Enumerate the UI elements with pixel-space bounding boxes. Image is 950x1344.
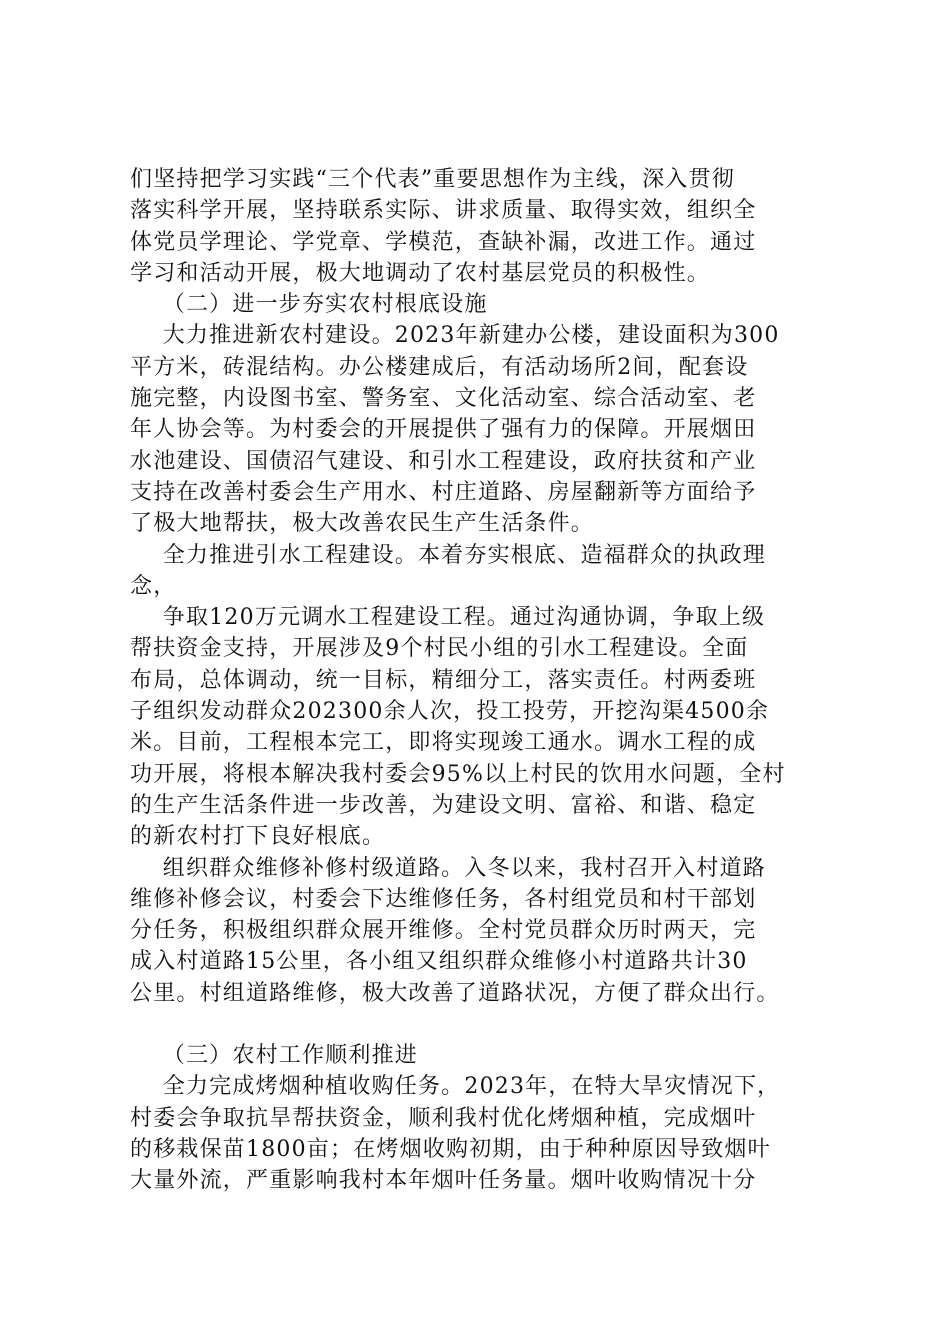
text-line: 大量外流，严重影响我村本年烟叶任务量。烟叶收购情况十分 — [130, 1168, 757, 1194]
text-line: 年人协会等。为村委会的开展提供了强有力的保障。开展烟田 — [130, 417, 757, 443]
text-line: 了极大地帮扶，极大改善农民生产生活条件。 — [130, 511, 595, 537]
text-line: 组织群众维修补修村级道路。入冬以来，我村召开入村道路 — [130, 855, 766, 881]
text-line: 成入村道路15公里，各小组又组织群众维修小村道路共计30 — [130, 949, 748, 975]
text-line: 施完整，内设图书室、警务室、文化活动室、综合活动室、老 — [130, 386, 757, 412]
text-line: 全力完成烤烟种植收购任务。2023年，在特大旱灾情况下， — [130, 1074, 781, 1100]
text-line: 学习和活动开展，极大地调动了农村基层党员的积极性。 — [130, 260, 711, 286]
text-line: 支持在改善村委会生产用水、村庄道路、房屋翻新等方面给予 — [130, 479, 757, 505]
text-line: 子组织发动群众202300余人次，投工投劳，开挖沟渠4500余 — [130, 699, 770, 725]
text-line: 落实科学开展，坚持联系实际、讲求质量、取得实效，组织全 — [130, 198, 757, 224]
text-line: 水池建设、国债沼气建设、和引水工程建设，政府扶贫和产业 — [130, 448, 757, 474]
text-line: 村委会争取抗旱帮扶资金，顺利我村优化烤烟种植，完成烟叶 — [130, 1105, 757, 1131]
text-line: 分任务，积极组织群众展开维修。全村党员群众历时两天，完 — [130, 918, 757, 944]
document-body — [130, 164, 850, 1197]
text-line: 争取120万元调水工程建设工程。通过沟通协调，争取上级 — [130, 605, 766, 631]
blank-line — [130, 1009, 850, 1040]
text-line: 布局，总体调动，统一目标，精细分工，落实责任。村两委班 — [130, 667, 757, 693]
text-line: 们坚持把学习实践“三个代表”重要思想作为主线，深入贯彻 — [130, 167, 735, 192]
text-line: 的移栽保苗1800亩；在烤烟收购初期，由于种种原因导致烟叶 — [130, 1136, 771, 1162]
text-line: 的生产生活条件进一步改善，为建设文明、富裕、和谐、稳定 — [130, 792, 757, 818]
text-line: 米。目前，工程根本完工，即将实现竣工通水。调水工程的成 — [130, 730, 757, 756]
text-line: 念， — [130, 573, 177, 599]
text-line: 体党员学理论、学党章、学模范，查缺补漏，改进工作。通过 — [130, 229, 757, 255]
section-heading-2: （二）进一步夯实农村根底设施 — [130, 292, 488, 318]
text-line: 大力推进新农村建设。2023年新建办公楼，建设面积为300 — [130, 323, 780, 349]
text-line: 公里。村组道路维修，极大改善了道路状况，方便了群众出行。 — [130, 980, 780, 1006]
text-line: 平方米，砖混结构。办公楼建成后，有活动场所2间，配套设 — [130, 354, 749, 380]
text-line: 维修补修会议，村委会下达维修任务，各村组党员和村干部划 — [130, 886, 757, 912]
text-line: 功开展，将根本解决我村委会95%以上村民的饮用水问题，全村 — [130, 761, 786, 787]
text-line: 的新农村打下良好根底。 — [130, 824, 386, 850]
text-line: 帮扶资金支持，开展涉及9个村民小组的引水工程建设。全面 — [130, 636, 749, 662]
section-heading-3: （三）农村工作顺利推进 — [130, 1043, 418, 1069]
text-line: 全力推进引水工程建设。本着夯实根底、造福群众的执政理 — [130, 542, 766, 568]
